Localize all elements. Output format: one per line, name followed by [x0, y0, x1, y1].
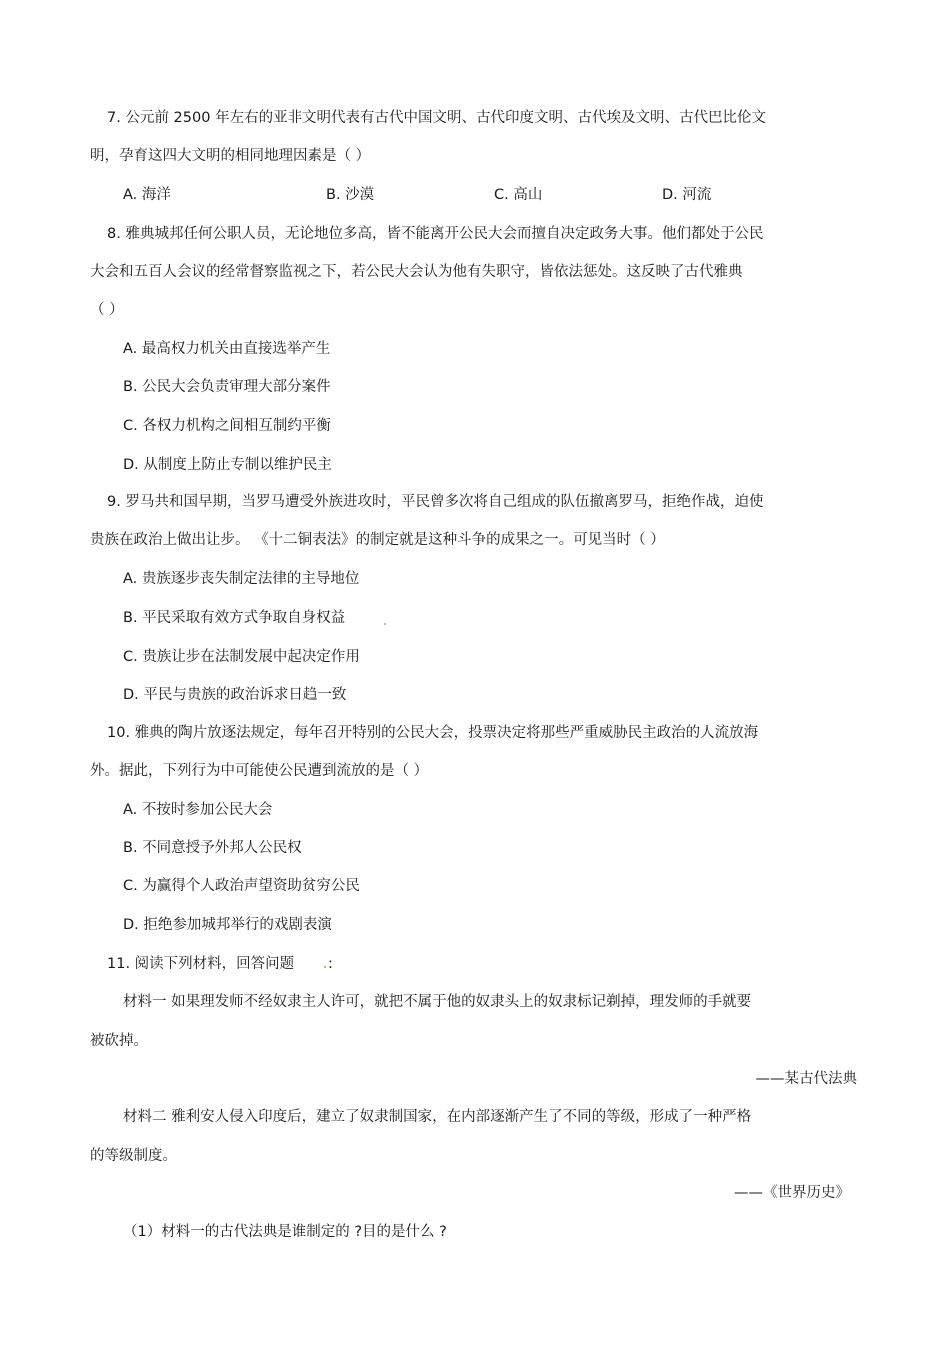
q7-option-c: C. 高山 — [494, 187, 543, 203]
q8-answer-bracket: （ ） — [90, 302, 124, 318]
q11-intro-colon: : — [328, 956, 333, 972]
stray-mark — [384, 623, 386, 625]
q8-stem-line1: 8. 雅典城邦任何公职人员，无论地位多高，皆不能离开公民大会而擅自决定政务大事。他们都处于公民 — [107, 226, 764, 242]
q9-option-b: B. 平民采取有效方式争取自身权益 — [123, 610, 346, 626]
q9-option-d: D. 平民与贵族的政治诉求日趋一致 — [123, 687, 347, 703]
q8-option-a: A. 最高权力机关由直接选举产生 — [123, 341, 331, 357]
q9-option-a: A. 贵族逐步丧失制定法律的主导地位 — [123, 571, 360, 587]
q8-option-d: D. 从制度上防止专制以维护民主 — [123, 457, 332, 473]
q11-intro: 11. 阅读下列材料，回答问题 — [107, 956, 295, 972]
q10-option-c: C. 为赢得个人政治声望资助贫穷公民 — [123, 878, 360, 894]
q8-option-c: C. 各权力机构之间相互制约平衡 — [123, 418, 331, 434]
q10-option-a: A. 不按时参加公民大会 — [123, 802, 273, 818]
material-2-line2: 的等级制度。 — [90, 1148, 177, 1164]
q7-stem-line1: 7. 公元前 2500 年左右的亚非文明代表有古代中国文明、古代印度文明、古代埃及文明、古代巴比伦文 — [107, 110, 767, 126]
material-1-line1: 材料一 如果理发师不经奴隶主人许可，就把不属于他的奴隶头上的奴隶标记剃掉，理发师的手就要 — [123, 994, 752, 1010]
q7-stem-line2: 明，孕育这四大文明的相同地理因素是（ ） — [90, 148, 371, 164]
material-1-source: ——某古代法典 — [755, 1071, 857, 1087]
q10-stem-line2: 外。据此，下列行为中可能使公民遭到流放的是（ ） — [90, 763, 429, 779]
q7-option-d: D. 河流 — [662, 187, 712, 203]
q7-option-a: A. 海洋 — [123, 187, 171, 203]
material-1-line2: 被砍掉。 — [90, 1033, 148, 1049]
q9-stem-line1: 9. 罗马共和国早期，当罗马遭受外族进攻时，平民曾多次将自己组成的队伍撤离罗马，拒绝作战，迫使 — [107, 494, 764, 510]
q11-subquestion-1: （1）材料一的古代法典是谁制定的 ?目的是什么 ? — [123, 1224, 447, 1240]
material-2-line1: 材料二 雅利安人侵入印度后，建立了奴隶制国家，在内部逐渐产生了不同的等级，形成了一种严格 — [123, 1109, 752, 1125]
q7-option-b: B. 沙漠 — [326, 187, 375, 203]
q8-option-b: B. 公民大会负责审理大部分案件 — [123, 379, 331, 395]
q9-stem-line2: 贵族在政治上做出让步。 《十二铜表法》的制定就是这种斗争的成果之一。可见当时（ ） — [90, 532, 665, 548]
q10-option-d: D. 拒绝参加城邦举行的戏剧表演 — [123, 917, 332, 933]
q10-option-b: B. 不同意授予外邦人公民权 — [123, 840, 302, 856]
stray-mark — [324, 966, 326, 968]
q9-option-c: C. 贵族让步在法制发展中起决定作用 — [123, 649, 360, 665]
material-2-source: ——《世界历史》 — [734, 1185, 850, 1201]
q10-stem-line1: 10. 雅典的陶片放逐法规定，每年召开特别的公民大会，投票决定将那些严重威胁民主政治的人流放海 — [107, 725, 759, 741]
q8-stem-line2: 大会和五百人会议的经常督察监视之下，若公民大会认为他有失职守，皆依法惩处。这反映了古代雅典 — [90, 264, 743, 280]
